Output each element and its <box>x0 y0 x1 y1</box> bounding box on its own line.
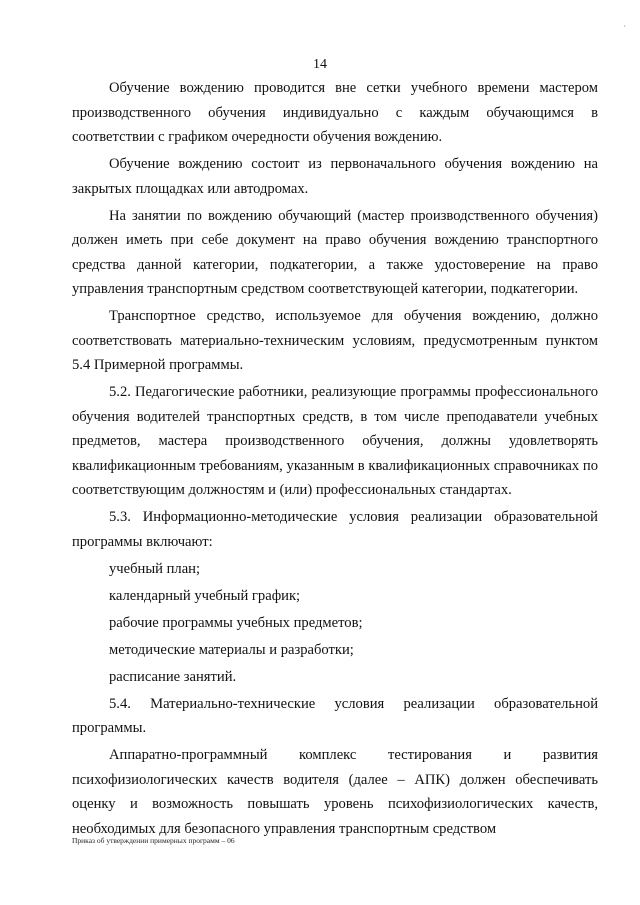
list-item: календарный учебный график; <box>109 587 301 604</box>
paragraph-section-5-2: 5.2. Педагогические работники, реализующие программы профессионального обучения водителей транспортных средств, в том числе преподаватели учебных предметов, мастера производственного обучения, должны удовлетворять квалификационным требованиям, указанным в квалификационных справочниках по соответствующим должностям и (или) профессиональных стандартах. <box>72 384 598 498</box>
list-item: методические материалы и разработки; <box>109 641 354 658</box>
list-item: рабочие программы учебных предметов; <box>109 614 363 631</box>
page-number: 14 <box>313 57 327 72</box>
paragraph-section-5-3: 5.3. Информационно-методические условия реализации образовательной программы включают: <box>72 509 598 550</box>
paragraph: Транспортное средство, используемое для обучения вождению, должно соответствовать материально-техническим условиям, предусмотренным пунктом 5.4 Примерной программы. <box>72 308 598 373</box>
corner-mark: · <box>623 22 626 31</box>
paragraph: Обучение вождению состоит из первоначального обучения вождению на закрытых площадках или автодромах. <box>72 156 598 197</box>
page-footer: Приказ об утверждении примерных программ – 06 <box>72 836 235 845</box>
list-item: расписание занятий. <box>109 668 237 685</box>
paragraph: Обучение вождению проводится вне сетки учебного времени мастером производственного обучения индивидуально с каждым обучающимся в соответствии с графиком очередности обучения вождению. <box>72 80 598 145</box>
paragraph-section-5-4: 5.4. Материально-технические условия реализации образовательной программы. <box>72 695 598 736</box>
paragraph: На занятии по вождению обучающий (мастер производственного обучения) должен иметь при себе документ на право обучения вождению транспортного средства данной категории, подкатегории, а также удостоверение на право управления транспортным средством соответствующей категории, подкатегории. <box>72 207 598 297</box>
page-body <box>72 76 598 844</box>
list-item: учебный план; <box>109 560 201 577</box>
paragraph: Аппаратно-программный комплекс тестирования и развития психофизиологических качеств водителя (далее – АПК) должен обеспечивать оценку и возможность повышать уровень психофизиологических качеств, необходимых для безопасного управления транспортным средством <box>72 747 598 837</box>
